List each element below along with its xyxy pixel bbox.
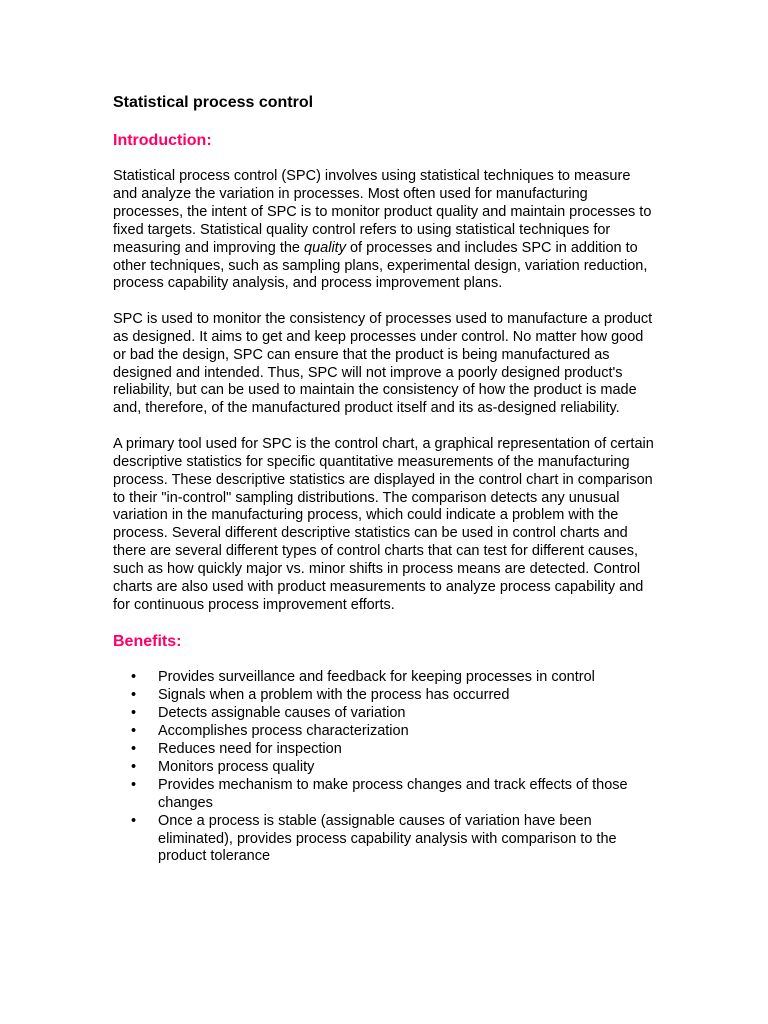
bullet-icon: • (131, 687, 137, 704)
list-item-text: Reduces need for inspection (158, 740, 342, 757)
introduction-section (113, 131, 658, 615)
list-item (113, 669, 658, 687)
document-page (113, 93, 658, 866)
benefits-list (113, 669, 658, 866)
list-item (113, 687, 658, 705)
bullet-icon: • (131, 758, 137, 775)
benefits-heading: Benefits: (113, 633, 182, 651)
list-item (113, 813, 658, 867)
introduction-paragraph-3: A primary tool used for SPC is the control chart, a graphical representation of certain descriptive statistics for specific quantitative measurements of the manufacturing process. These descriptive statistics are displayed in the control chart in comparison to their "in-control" sampling distributions. The comparison detects any unusual variation in the manufacturing process, which could indicate a problem with the process. Several different descriptive statistics can be used in control charts and there are several different types of control charts that can test for different causes, such as how quickly major vs. minor shifts in process means are detected. Control charts are also used with product measurements to analyze process capability and for continuous process improvement efforts. (113, 435, 654, 613)
list-item-text: Monitors process quality (158, 758, 315, 775)
benefits-section (113, 632, 658, 866)
introduction-paragraph-2: SPC is used to monitor the consistency of processes used to manufacture a product as designed. It aims to get and keep processes under control. No matter how good or bad the design, SPC can ensure that the product is being manufactured as designed and intended. Thus, SPC will not improve a poorly designed product's reliability, but can be used to maintain the consistency of how the product is made and, therefore, of the manufactured product itself and its as-designed reliability. (113, 310, 653, 417)
introduction-heading: Introduction: (113, 132, 212, 149)
bullet-icon: • (131, 723, 137, 740)
bullet-icon: • (131, 812, 137, 829)
list-item-text: Detects assignable causes of variation (158, 705, 406, 722)
list-item (113, 741, 658, 759)
list-item (113, 705, 658, 723)
bullet-icon: • (131, 740, 137, 757)
list-item (113, 777, 658, 813)
document-title: Statistical process control (113, 94, 314, 111)
bullet-icon: • (131, 776, 137, 793)
list-item-text: Once a process is stable (assignable causes of variation have been eliminated), provides process capability analysis with comparison to the product tolerance (158, 812, 617, 865)
list-item (113, 759, 658, 777)
introduction-paragraph-1 (113, 168, 658, 293)
list-item-text: Accomplishes process characterization (158, 723, 409, 740)
bullet-icon: • (131, 669, 137, 686)
list-item (113, 723, 658, 741)
list-item-text: Provides mechanism to make process changes and track effects of those changes (158, 776, 628, 811)
paragraph-text: Statistical process control (SPC) involves using statistical techniques to measure and analyze the variation in processes. Most often used for manufacturing processes, the intent of SPC is to monitor product quality and maintain processes to fixed targets. Statistical quality control refers to using statistical techniques for measuring and improving the (113, 168, 652, 256)
bullet-icon: • (131, 705, 137, 722)
paragraph-text: of processes and includes SPC in addition to other techniques, such as sampling plans, experimental design, variation reduction, process capability analysis, and process improvement plans. (113, 239, 648, 292)
italic-emphasis: quality (304, 239, 346, 256)
list-item-text: Provides surveillance and feedback for keeping processes in control (158, 669, 595, 686)
list-item-text: Signals when a problem with the process has occurred (158, 687, 510, 704)
